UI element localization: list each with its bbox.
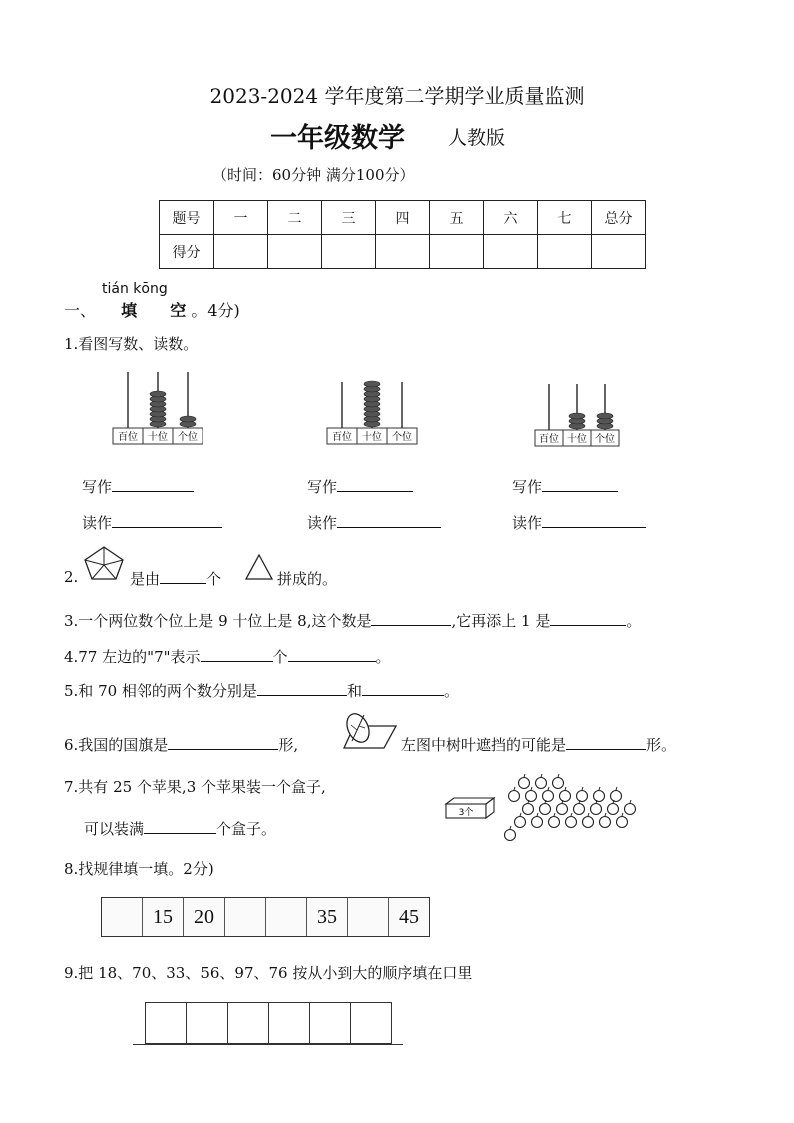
pattern-blank-cell[interactable] [102,898,143,936]
answer-blank[interactable] [288,647,376,662]
abacus-3 [520,380,625,450]
read-label: 读作 [307,514,338,532]
sort-box[interactable] [351,1003,391,1043]
read-label: 读作 [82,514,113,532]
section-points: 。4分) [191,301,240,320]
section-char-1: 填 [121,301,138,320]
score-input-cell[interactable] [592,235,646,269]
answer-blank[interactable] [144,819,216,834]
q3-part: ,它再添上 1 是 [451,612,551,630]
score-table [159,200,646,269]
triangle-icon [244,553,274,581]
score-input-cell[interactable] [484,235,538,269]
question-7-a: 7.共有 25 个苹果,3 个苹果装一个盒子, [64,778,326,796]
pattern-cell: 20 [184,898,225,936]
abacus-label: 十位 [567,434,587,445]
apple-icon [600,817,611,828]
pattern-sequence [101,897,430,937]
question-7-b [84,818,276,839]
sort-boxes [145,1002,392,1044]
question-1: 1.看图写数、读数。 [64,335,199,353]
score-table-header-row [160,201,646,235]
q6-part: 形。 [646,736,677,754]
apple-stem [510,826,511,829]
apple-icon [536,778,547,789]
apple-icon [591,804,602,815]
q6-part: 形, [278,736,299,754]
score-cell: 五 [430,201,484,235]
score-cell: 四 [376,201,430,235]
apple-stem [616,787,617,790]
sort-box[interactable] [310,1003,351,1043]
abacus-1 [108,368,203,450]
q7-part: 个盒子。 [216,820,277,838]
apple-box-label: 3个 [458,808,474,818]
pattern-blank-cell[interactable] [348,898,389,936]
apple-stem [565,787,566,790]
apple-box-icon [444,796,496,820]
read-line-1 [82,512,222,533]
apple-stem [582,787,583,790]
score-cell: 题号 [160,201,214,235]
score-table-score-row [160,235,646,269]
score-cell: 二 [268,201,322,235]
score-input-cell[interactable] [538,235,592,269]
question-3 [64,610,641,631]
question-8: 8.找规律填一填。2分) [64,860,214,878]
apple-stem [514,787,515,790]
apple-icon [625,804,636,815]
apple-icon [608,804,619,815]
edition-label: 人教版 [448,127,506,149]
q6-part: 6.我国的国旗是 [64,736,169,754]
read-line-3 [512,512,646,533]
pattern-cell: 35 [307,898,348,936]
score-input-cell[interactable] [268,235,322,269]
apple-icon [540,804,551,815]
score-input-cell[interactable] [322,235,376,269]
write-label: 写作 [82,478,113,496]
read-line-2 [307,512,441,533]
apple-icon [549,817,560,828]
section-number: 一、 [64,301,97,320]
read-label: 读作 [512,514,543,532]
apple-icon [560,791,571,802]
abacus-label: 个位 [392,432,412,443]
sort-box[interactable] [187,1003,228,1043]
question-4 [64,646,391,667]
answer-blank[interactable] [542,513,646,528]
apple-stem [520,813,521,816]
apples-group-icon [500,770,640,850]
baseline-divider [133,1044,403,1045]
answer-blank[interactable] [337,477,413,492]
sort-box[interactable] [146,1003,187,1043]
q5-part: 5.和 70 相邻的两个数分别是 [64,682,257,700]
score-input-cell[interactable] [430,235,484,269]
answer-blank[interactable] [337,513,441,528]
answer-blank[interactable] [201,647,273,662]
pentagon-icon [83,545,125,581]
sort-box[interactable] [228,1003,269,1043]
score-input-cell[interactable] [376,235,430,269]
apple-icon [594,791,605,802]
abacus-bead [569,413,585,419]
write-line-2 [307,476,413,497]
apple-icon [509,791,520,802]
answer-blank[interactable] [362,681,444,696]
abacus-label: 十位 [148,432,168,443]
abacus-label: 百位 [118,432,138,443]
apple-stem [541,774,542,777]
apple-icon [574,804,585,815]
answer-blank[interactable] [168,735,278,750]
q3-part: 。 [626,612,642,630]
apple-stem [531,787,532,790]
apple-stem [588,813,589,816]
abacus-bead [150,391,166,397]
answer-blank[interactable] [160,569,206,584]
score-cell: 总分 [592,201,646,235]
answer-blank[interactable] [542,477,618,492]
apple-icon [532,817,543,828]
q3-part: 3.一个两位数个位上是 9 十位上是 8,这个数是 [64,612,372,630]
score-cell: 一 [214,201,268,235]
write-line-1 [82,476,194,497]
abacus-label: 个位 [595,434,615,445]
subject-title: 一年级数学 [270,123,405,154]
pattern-blank-cell[interactable] [266,898,307,936]
apple-stem [554,813,555,816]
answer-blank[interactable] [550,611,626,626]
apple-stem [524,774,525,777]
answer-blank[interactable] [112,477,194,492]
question-5 [64,680,459,701]
apple-icon [577,791,588,802]
q4-part: 。 [375,648,391,666]
apple-icon [617,817,628,828]
q4-part: 4.77 左边的"7"表示 [64,648,201,666]
abacus-bead [364,381,380,387]
section-pinyin: tián kōng [102,281,168,297]
q7-part: 可以装满 [84,820,145,838]
write-line-3 [512,476,618,497]
apple-stem [537,813,538,816]
pattern-cell: 45 [399,905,419,928]
question-2-text-b: 拼成的。 [277,570,338,588]
q6-part: 左图中树叶遮挡的可能是 [401,736,567,754]
pattern-blank-cell[interactable] [225,898,266,936]
abacus-bead [180,416,196,422]
apple-stem [599,787,600,790]
abacus-label: 百位 [332,432,352,443]
write-label: 写作 [512,478,543,496]
answer-blank[interactable] [566,735,646,750]
exam-title: 2023-2024 学年度第二学期学业质量监测 [209,84,585,108]
abacus-2 [312,378,422,450]
answer-blank[interactable] [112,513,222,528]
leaf-covered-shape-icon [340,708,398,750]
apple-stem [605,813,606,816]
apple-stem [548,787,549,790]
score-cell: 三 [322,201,376,235]
score-cell: 七 [538,201,592,235]
apple-stem [630,800,631,803]
question-6-b [401,734,676,755]
sort-box[interactable] [269,1003,310,1043]
score-cell: 六 [484,201,538,235]
apple-icon [553,778,564,789]
question-2-number: 2. [64,568,79,586]
q5-part: 。 [443,682,459,700]
apple-icon [566,817,577,828]
q5-part: 和 [346,682,362,700]
abacus-bead [597,413,613,419]
apple-icon [557,804,568,815]
answer-blank[interactable] [371,611,451,626]
apple-stem [558,774,559,777]
write-label: 写作 [307,478,338,496]
apple-icon [515,817,526,828]
answer-blank[interactable] [257,681,347,696]
apple-stem [571,813,572,816]
question-9: 9.把 18、70、33、56、97、76 按从小到大的顺序填在口里 [64,964,473,982]
apple-icon [523,804,534,815]
q2-part: 是由 [130,570,161,588]
question-2-text-a [130,568,221,589]
abacus-label: 十位 [362,432,382,443]
q4-part: 个 [272,648,288,666]
section-heading [64,298,240,321]
apple-icon [611,791,622,802]
apple-icon [519,778,530,789]
score-input-cell[interactable] [214,235,268,269]
apple-icon [543,791,554,802]
abacus-label: 个位 [178,432,198,443]
apple-icon [505,830,516,841]
pattern-cell: 15 [143,898,184,936]
apple-icon [526,791,537,802]
exam-info: （时间：60分钟 满分100分） [212,166,415,184]
section-char-2: 空 [170,301,187,320]
apple-icon [583,817,594,828]
score-row-label: 得分 [160,235,214,269]
question-6-a [64,734,298,755]
abacus-label: 百位 [539,434,559,445]
apple-stem [622,813,623,816]
q2-part: 个 [206,570,222,588]
